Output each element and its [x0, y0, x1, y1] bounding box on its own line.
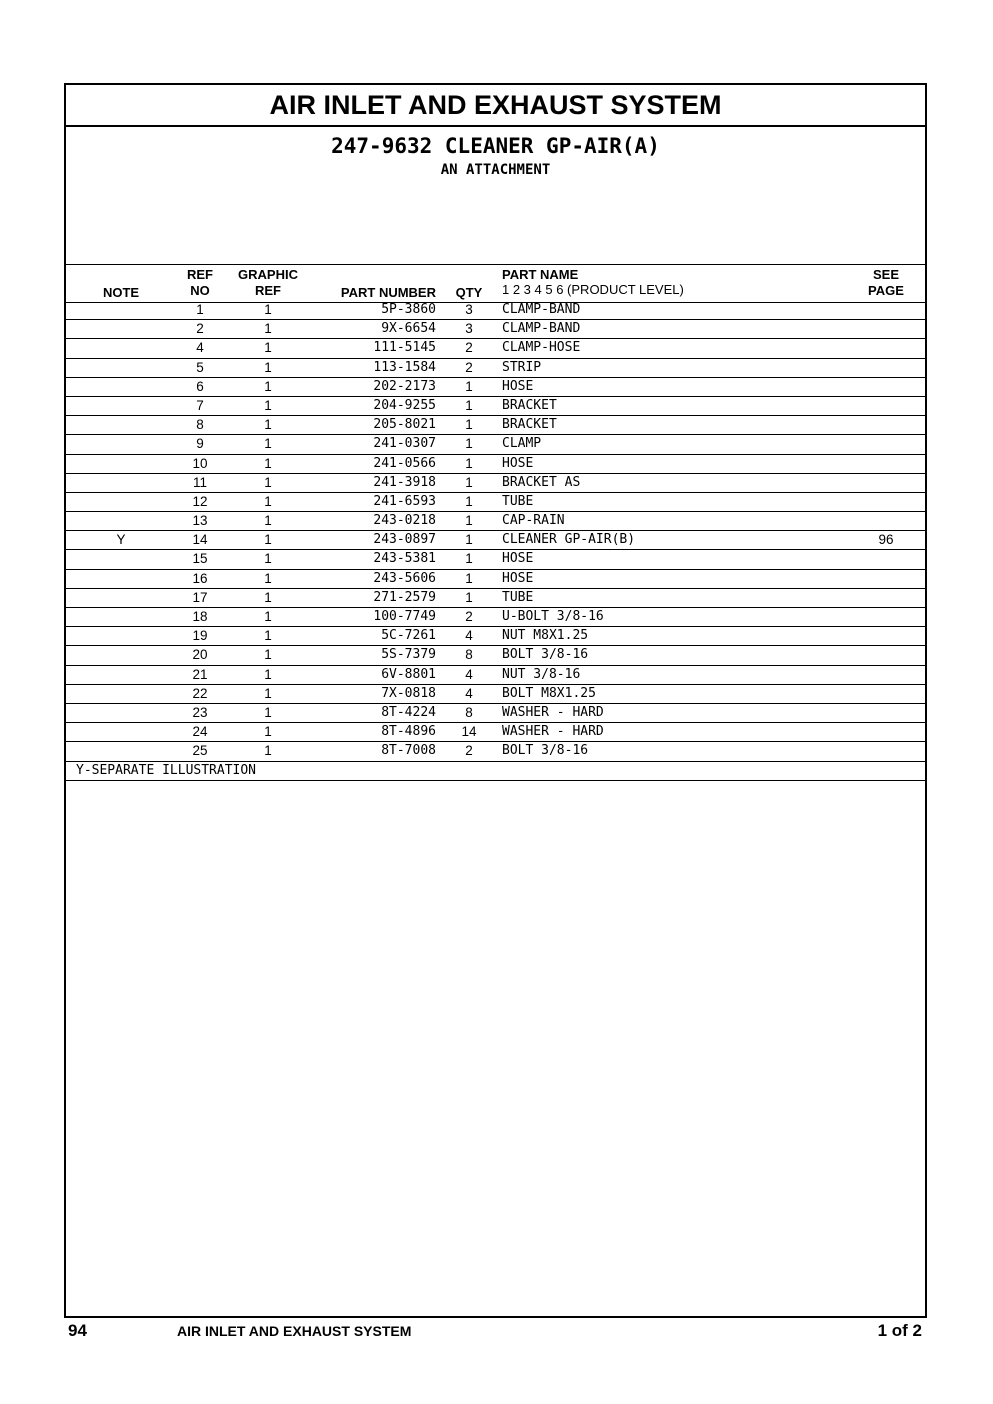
- col-ref-line1: REF: [187, 267, 213, 282]
- qty-cell: 3: [465, 321, 473, 337]
- col-ref-line2: NO: [190, 283, 210, 298]
- part-number-cell: 100-7749: [373, 609, 436, 624]
- part-number-cell: 5S-7379: [381, 647, 436, 663]
- part-name-cell: NUT 3/8-16: [502, 666, 581, 682]
- ref-no-cell: 17: [192, 589, 208, 605]
- qty-cell: 1: [465, 493, 473, 509]
- footer-section: AIR INLET AND EXHAUST SYSTEM: [177, 1323, 412, 1339]
- graphic-ref-cell: 1: [264, 647, 272, 663]
- part-name-cell: CLEANER GP-AIR(B): [502, 532, 636, 548]
- part-name-cell: CAP-RAIN: [502, 513, 565, 529]
- table-row: [66, 397, 925, 416]
- part-number-cell: 243-5606: [373, 570, 436, 586]
- part-name-cell: TUBE: [502, 493, 534, 509]
- part-number-cell: 111-5145: [373, 340, 436, 356]
- col-graphic-line2: REF: [255, 283, 281, 298]
- part-number-cell: 5C-7261: [381, 628, 436, 644]
- ref-no-cell: 22: [192, 685, 208, 701]
- graphic-ref-cell: 1: [264, 609, 272, 624]
- part-name-cell: BRACKET AS: [502, 474, 581, 490]
- qty-cell: 4: [465, 685, 473, 701]
- graphic-ref-cell: 1: [264, 589, 272, 605]
- page-title: AIR INLET AND EXHAUST SYSTEM: [66, 85, 925, 127]
- table-row: [66, 608, 925, 627]
- qty-cell: 4: [465, 628, 473, 644]
- graphic-ref-cell: 1: [264, 666, 272, 682]
- graphic-ref-cell: 1: [264, 685, 272, 701]
- part-name-cell: U-BOLT 3/8-16: [502, 609, 604, 624]
- table-row: [66, 493, 925, 512]
- col-graphic-line1: GRAPHIC: [238, 267, 298, 282]
- qty-cell: 2: [465, 340, 473, 356]
- qty-cell: 1: [465, 513, 473, 529]
- graphic-ref-cell: 1: [264, 417, 272, 433]
- graphic-ref-cell: 1: [264, 532, 272, 548]
- col-qty: QTY: [455, 285, 483, 300]
- part-name-cell: WASHER - HARD: [502, 704, 604, 720]
- part-number-cell: 241-0307: [373, 436, 436, 452]
- table-row: [66, 704, 925, 723]
- ref-no-cell: 11: [192, 474, 207, 490]
- part-number-cell: 8T-7008: [381, 743, 436, 759]
- ref-no-cell: 8: [196, 417, 204, 433]
- graphic-ref-cell: 1: [264, 359, 272, 375]
- col-product-level: 1 2 3 4 5 6 (PRODUCT LEVEL): [502, 282, 684, 297]
- qty-cell: 1: [465, 378, 473, 394]
- qty-cell: 1: [465, 570, 473, 586]
- ref-no-cell: 1: [196, 302, 204, 317]
- graphic-ref-cell: 1: [264, 455, 272, 471]
- qty-cell: 4: [465, 666, 473, 682]
- part-number-cell: 241-3918: [373, 474, 436, 490]
- table-row: [66, 531, 925, 550]
- qty-cell: 2: [465, 609, 473, 624]
- part-number-cell: 6V-8801: [381, 666, 436, 682]
- part-name-cell: WASHER - HARD: [502, 724, 604, 740]
- part-name-cell: TUBE: [502, 589, 534, 605]
- ref-no-cell: 23: [192, 704, 208, 720]
- part-name-cell: HOSE: [502, 570, 534, 586]
- table-row: [66, 685, 925, 704]
- table-row: [66, 301, 925, 320]
- part-number-cell: 8T-4896: [381, 724, 436, 740]
- table-row: [66, 320, 925, 339]
- table-row: [66, 359, 925, 378]
- table-row: [66, 339, 925, 358]
- ref-no-cell: 7: [196, 397, 204, 413]
- ref-no-cell: 13: [192, 513, 208, 529]
- graphic-ref-cell: 1: [264, 628, 272, 644]
- graphic-ref-cell: 1: [264, 378, 272, 394]
- graphic-ref-cell: 1: [264, 474, 272, 490]
- ref-no-cell: 20: [192, 647, 208, 663]
- qty-cell: 1: [465, 551, 473, 567]
- ref-no-cell: 2: [196, 321, 204, 337]
- graphic-ref-cell: 1: [264, 513, 272, 529]
- part-name-cell: CLAMP-BAND: [502, 321, 581, 337]
- see-page-cell: 96: [878, 532, 894, 548]
- qty-cell: 1: [465, 397, 473, 413]
- graphic-ref-cell: 1: [264, 704, 272, 720]
- table-row: [66, 435, 925, 454]
- note-cell: Y: [116, 532, 126, 548]
- col-part-name: PART NAME: [502, 267, 579, 282]
- part-number-cell: 241-6593: [373, 493, 436, 509]
- part-name-cell: BRACKET: [502, 417, 557, 433]
- part-name-cell: HOSE: [502, 551, 534, 567]
- table-row: [66, 550, 925, 569]
- ref-no-cell: 9: [196, 436, 204, 452]
- graphic-ref-cell: 1: [264, 743, 272, 759]
- qty-cell: 14: [461, 724, 477, 740]
- ref-no-cell: 15: [192, 551, 208, 567]
- ref-no-cell: 21: [192, 666, 208, 682]
- qty-cell: 1: [465, 474, 473, 490]
- qty-cell: 1: [465, 436, 473, 452]
- col-part-number: PART NUMBER: [340, 285, 436, 300]
- table-row: [66, 378, 925, 397]
- qty-cell: 8: [465, 647, 473, 663]
- part-number-cell: 7X-0818: [381, 685, 436, 701]
- ref-no-cell: 10: [192, 455, 208, 471]
- part-name-cell: CLAMP-HOSE: [502, 340, 581, 356]
- graphic-ref-cell: 1: [264, 340, 272, 356]
- part-name-cell: BRACKET: [502, 397, 557, 413]
- part-name-cell: BOLT 3/8-16: [502, 647, 589, 663]
- ref-no-cell: 14: [192, 532, 208, 548]
- part-number-cell: 243-5381: [373, 551, 436, 567]
- table-row: [66, 646, 925, 665]
- page-footer: [0, 1321, 993, 1341]
- ref-no-cell: 4: [196, 340, 204, 356]
- graphic-ref-cell: 1: [264, 551, 272, 567]
- part-name-cell: CLAMP-BAND: [502, 302, 581, 317]
- table-row: [66, 589, 925, 608]
- attachment-label: AN ATTACHMENT: [440, 162, 551, 178]
- qty-cell: 8: [465, 704, 473, 720]
- part-number-cell: 204-9255: [373, 397, 436, 413]
- graphic-ref-cell: 1: [264, 570, 272, 586]
- part-number-cell: 5P-3860: [381, 302, 436, 317]
- part-name-cell: NUT M8X1.25: [502, 628, 589, 644]
- graphic-ref-cell: 1: [264, 397, 272, 413]
- ref-no-cell: 12: [192, 493, 208, 509]
- part-number-cell: 9X-6654: [381, 321, 436, 337]
- col-see-line1: SEE: [872, 267, 899, 282]
- table-row: [66, 666, 925, 685]
- ref-no-cell: 18: [192, 609, 208, 624]
- ref-no-cell: 19: [192, 628, 208, 644]
- part-number-cell: 113-1584: [373, 359, 436, 375]
- graphic-ref-cell: 1: [264, 321, 272, 337]
- qty-cell: 3: [465, 302, 473, 317]
- qty-cell: 1: [465, 532, 473, 548]
- col-see-line2: PAGE: [868, 283, 904, 298]
- graphic-ref-cell: 1: [264, 724, 272, 740]
- qty-cell: 1: [465, 589, 473, 605]
- qty-cell: 2: [465, 359, 473, 375]
- ref-no-cell: 25: [192, 743, 208, 759]
- part-name-cell: STRIP: [502, 359, 542, 375]
- group-title: 247-9632 CLEANER GP-AIR(A): [331, 134, 660, 158]
- part-number-cell: 243-0897: [373, 532, 436, 548]
- graphic-ref-cell: 1: [264, 436, 272, 452]
- qty-cell: 2: [465, 743, 473, 759]
- qty-cell: 1: [465, 455, 473, 471]
- footer-page-number: 94: [68, 1321, 87, 1340]
- table-row: [66, 455, 925, 474]
- part-name-cell: HOSE: [502, 378, 534, 394]
- ref-no-cell: 24: [192, 724, 208, 740]
- table-header: [66, 264, 925, 303]
- part-name-cell: BOLT 3/8-16: [502, 743, 589, 759]
- part-number-cell: 271-2579: [373, 589, 436, 605]
- table-row: [66, 742, 925, 761]
- part-name-cell: CLAMP: [502, 436, 542, 452]
- footer-page-of: 1 of 2: [877, 1321, 922, 1340]
- part-name-cell: BOLT M8X1.25: [502, 685, 596, 701]
- table-row: [66, 723, 925, 742]
- part-number-cell: 8T-4224: [381, 704, 436, 720]
- graphic-ref-cell: 1: [264, 302, 272, 317]
- part-number-cell: 205-8021: [373, 417, 436, 433]
- page-frame: [64, 83, 927, 1318]
- table-row: [66, 416, 925, 435]
- table-row: [66, 474, 925, 493]
- part-number-cell: 202-2173: [373, 378, 436, 394]
- qty-cell: 1: [465, 417, 473, 433]
- ref-no-cell: 6: [196, 378, 204, 394]
- ref-no-cell: 16: [192, 570, 208, 586]
- footnote: Y-SEPARATE ILLUSTRATION: [66, 762, 925, 781]
- part-number-cell: 243-0218: [373, 513, 436, 529]
- part-name-cell: HOSE: [502, 455, 534, 471]
- ref-no-cell: 5: [196, 359, 204, 375]
- graphic-ref-cell: 1: [264, 493, 272, 509]
- table-row: [66, 627, 925, 646]
- part-number-cell: 241-0566: [373, 455, 436, 471]
- parts-table: [66, 301, 925, 781]
- col-note: NOTE: [102, 285, 140, 300]
- table-row: [66, 512, 925, 531]
- table-row: [66, 570, 925, 589]
